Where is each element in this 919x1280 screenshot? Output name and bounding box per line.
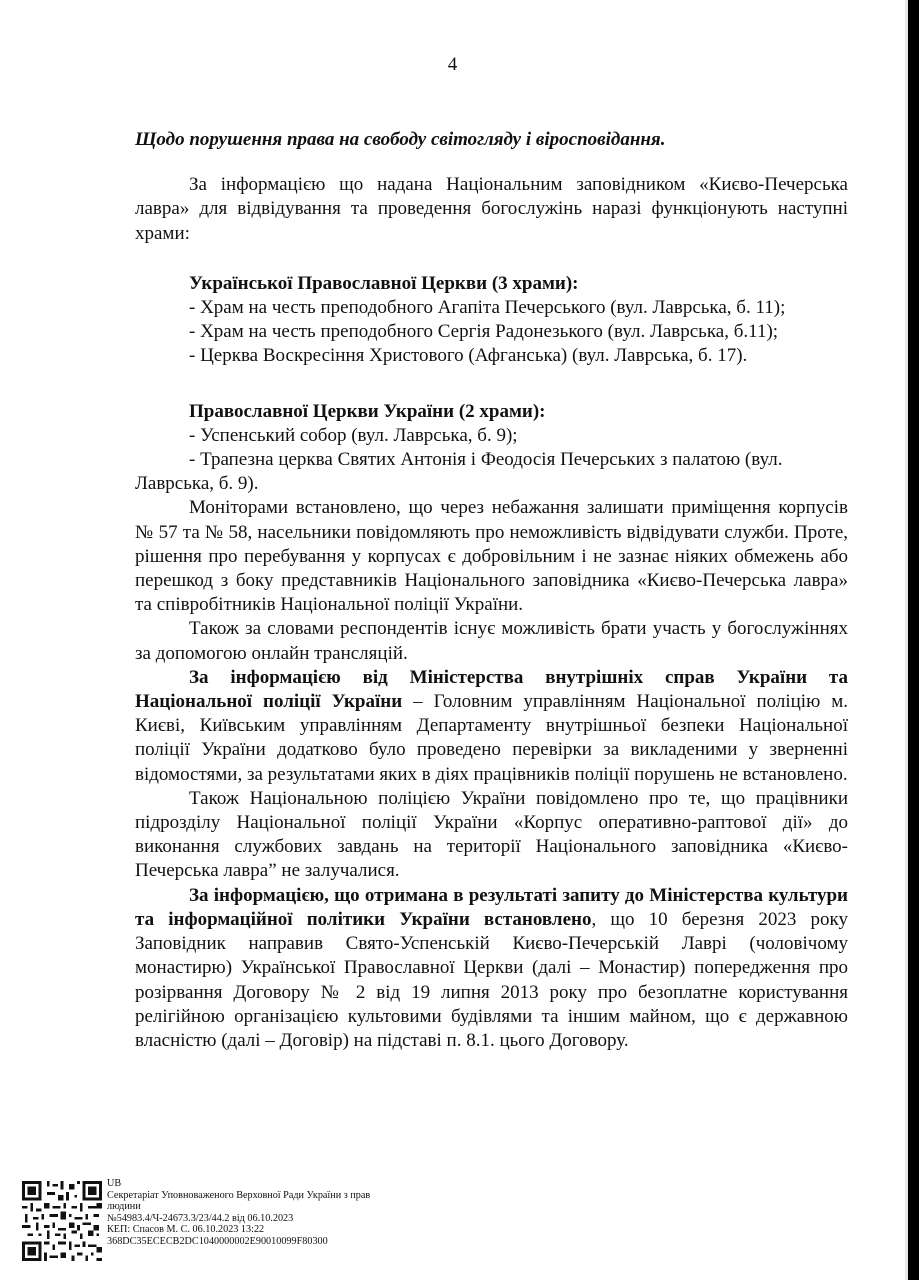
ocu-title: Православної Церкви України (2 храми): [189, 400, 546, 422]
stamp-line-2: Секретаріат Уповноваженого Верховної Ради України з прав [107, 1189, 371, 1201]
stamp-text [107, 1178, 370, 1248]
ocu-item-1: - Успенський собор (вул. Лаврська, б. 9); [189, 424, 518, 446]
registration-stamp [22, 1178, 542, 1258]
stamp-line-1: UB [107, 1178, 122, 1189]
mvs-text: – Головним управлінням Національної поліцію м. Києві, Київським управлінням Департаменту внутрішньої безпеки Національної поліції України додатково було проведено перевірки за викладеними у зверненні відомостями, за результатами яких в діях працівників поліції порушень не встановлено. [135, 691, 848, 785]
page-number: 4 [447, 54, 458, 75]
uoc-title: Української Православної Церкви (3 храми): [189, 272, 579, 294]
online-paragraph: Також за словами респондентів існує можливість брати участь у богослужіннях за допомогою онлайн трансляцій. [135, 618, 848, 664]
korpus-paragraph: Також Національною поліцією України повідомлено про те, що працівники підрозділу Національної поліції України «Корпус оперативно-раптової дії» до виконання службових завдань на території Національного заповідника «Києво-Печерська лавра” не залучалися. [135, 787, 848, 882]
mvs-bold-text: За інформацією від Міністерства внутрішніх справ України та Національної поліції України [135, 666, 848, 713]
uoc-item-1: - Храм на честь преподобного Агапіта Печерського (вул. Лаврська, б. 11); [189, 297, 786, 319]
stamp-line-5: КЕП: Спасов М. С. 06.10.2023 13:22 [107, 1224, 265, 1236]
stamp-line-6: 368DC35ECECB2DC1040000002E90010099F80300 [107, 1235, 328, 1247]
qr-code-icon [22, 1181, 102, 1261]
section-heading: Щодо порушення права на свободу світогляду і віросповідання. [135, 129, 666, 150]
mincult-text: , що 10 березня 2023 року Заповідник направив Свято-Успенській Києво-Печерській Лаврі (чоловічому монастирю) Української Православної Церкви (далі – Монастир) попередження про розірвання Договору № 2 від 19 липня 2013 року про безоплатне користування релігійною організацією культовими будівлями та іншим майном, що є державною власністю (далі – Договір) на підставі п. 8.1. цього Договору. [135, 908, 848, 1051]
monitors-paragraph: Моніторами встановлено, що через небажання залишати приміщення корпусів № 57 та № 58, насельники повідомляють про неможливість відвідувати служби. Проте, рішення про перебування у корпусах є добровільним і не зазнає ніяких обмежень або перешкод з боку представників Національного заповідника «Києво-Печерська лавра» та співробітників Національної поліції України. [135, 497, 848, 616]
document-body [135, 128, 848, 1053]
mvs-paragraph [135, 666, 848, 787]
ocu-item-2-start: - Трапезна церква Святих Антонія і Феодосія Печерських з палатою (вул. [189, 449, 783, 471]
mincult-bold-text: За інформацією, що отримана в результаті запиту до Міністерства культури та інформаційної політики України встановлено [135, 884, 848, 930]
mincult-paragraph [135, 884, 848, 1053]
stamp-line-4: №54983.4/Ч-24673.3/23/44.2 від 06.10.2023 [107, 1212, 294, 1224]
stamp-line-3: людини [107, 1201, 141, 1213]
ocu-item-2 [135, 448, 848, 472]
ocu-item-2-end: Лаврська, б. 9). [135, 473, 259, 495]
uoc-item-2: - Храм на честь преподобного Сергія Радонезького (вул. Лаврська, б.11); [189, 321, 779, 343]
uoc-item-3: - Церква Воскресіння Христового (Афганська) (вул. Лаврська, б. 17). [189, 345, 748, 367]
intro-paragraph: За інформацією що надана Національним заповідником «Києво-Печерська лавра» для відвідування та проведення богослужінь наразі функціонують наступні храми: [135, 174, 848, 244]
